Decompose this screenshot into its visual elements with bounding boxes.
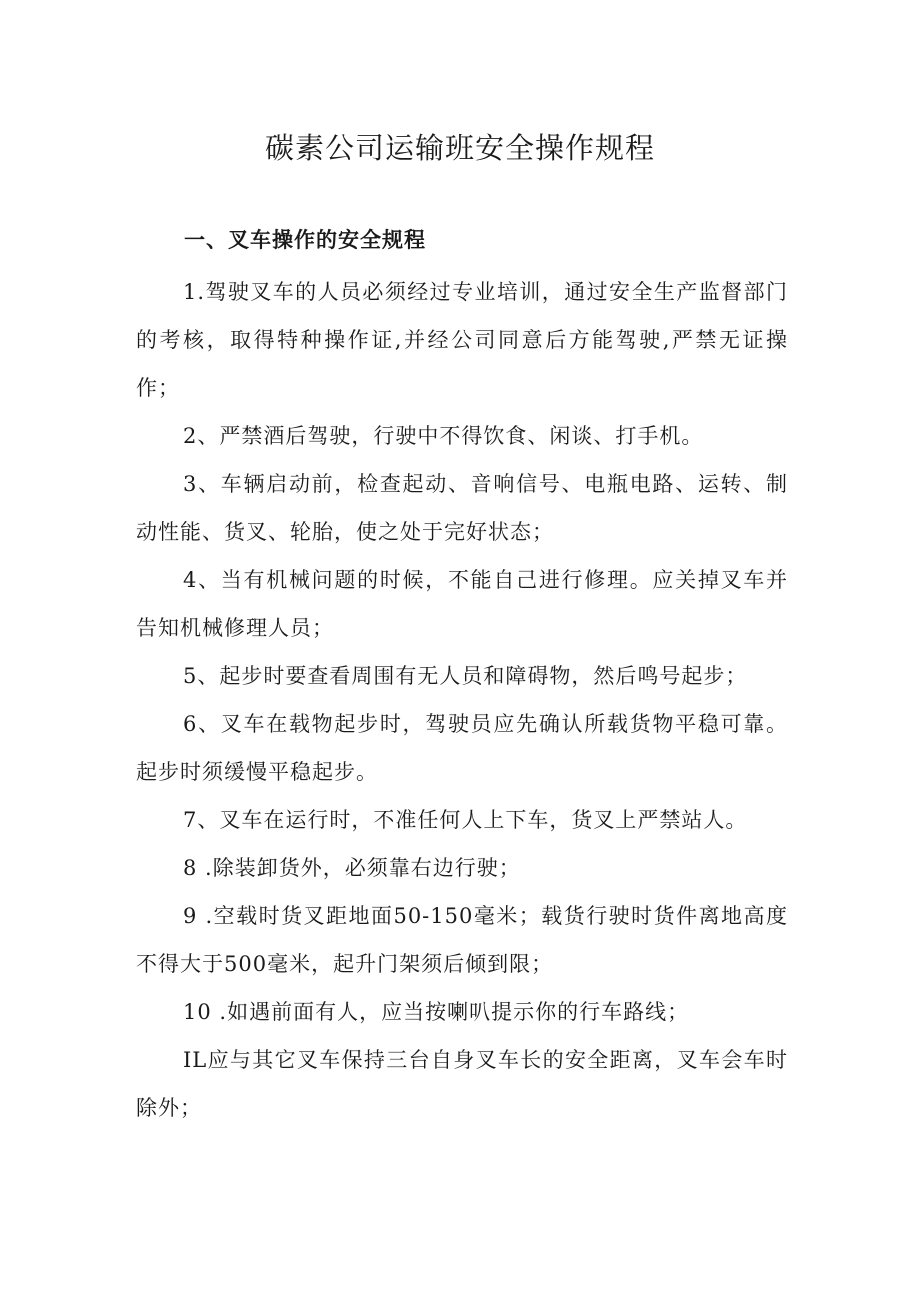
rule-item-5: 5、起步时要查看周围有无人员和障碍物，然后鸣号起步；: [183, 664, 748, 688]
document-title: 碳素公司运输班安全操作规程: [264, 131, 655, 165]
rule-item-3: 3、车辆启动前，检查起动、音响信号、电瓶电路、运转、制动性能、货叉、轮胎，使之处于完好状态；: [136, 472, 788, 544]
rule-item-4: 4、当有机械问题的时候，不能自己进行修理。应关掉叉车并告知机械修理人员；: [136, 568, 788, 640]
rules-list: [136, 268, 788, 1132]
rule-item-10: 10 .如遇前面有人，应当按喇叭提示你的行车路线；: [183, 1000, 690, 1024]
rule-item-7: 7、叉车在运行时，不准任何人上下车，货叉上严禁站人。: [183, 808, 748, 832]
section-heading: 一、叉车操作的安全规程: [184, 228, 426, 252]
rule-item-6: 6、叉车在载物起步时，驾驶员应先确认所载货物平稳可靠。起步时须缓慢平稳起步。: [136, 712, 788, 784]
rule-item-9: 9 .空载时货叉距地面50-150毫米；载货行驶时货件离地高度不得大于500毫米，起升门架须后倾到限；: [136, 904, 788, 976]
rule-item-2: 2、严禁酒后驾驶，行驶中不得饮食、闲谈、打手机。: [183, 424, 704, 448]
rule-item-1: 1.驾驶叉车的人员必须经过专业培训，通过安全生产监督部门的考核，取得特种操作证,并经公司同意后方能驾驶,严禁无证操作；: [136, 280, 788, 400]
rule-item-11: IL应与其它叉车保持三台自身叉车长的安全距离，叉车会车时除外；: [136, 1048, 788, 1120]
rule-item-8: 8 .除装卸货外，必须靠右边行驶；: [183, 856, 521, 880]
